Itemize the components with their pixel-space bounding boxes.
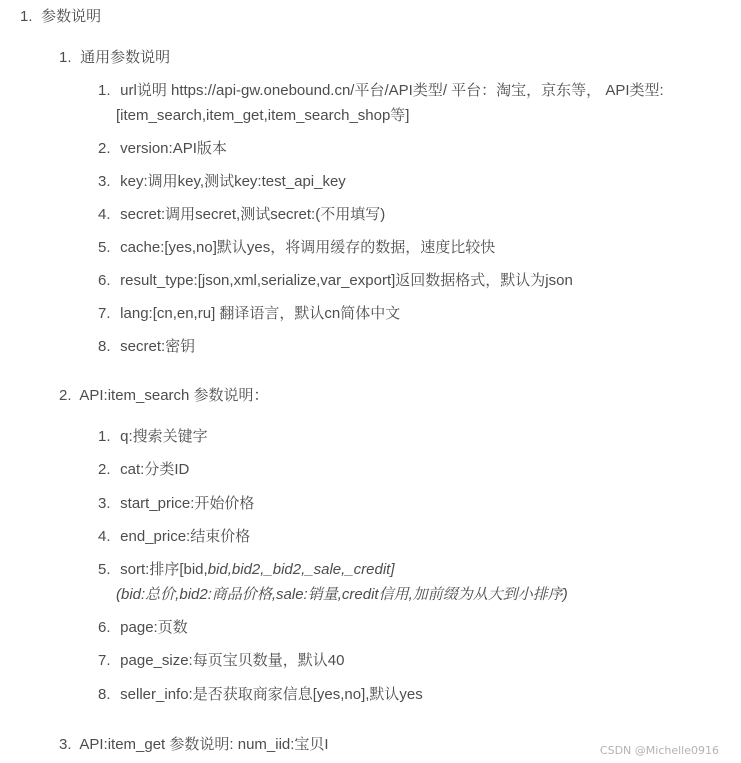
item-number: 3. [98,173,111,190]
group-title: API:item_get 参数说明: num_iid:宝贝I [79,736,329,753]
list-item-lang [98,304,400,324]
list-item-url-continuation: [item_search,item_get,item_search_shop等] [116,107,410,124]
list-item-sort [98,560,395,580]
section-heading [20,7,101,27]
item-number: 1. [98,82,111,99]
item-text: cache:[yes,no]默认yes，将调用缓存的数据，速度比较快 [120,239,496,256]
item-text: lang:[cn,en,ru] 翻译语言，默认cn简体中文 [120,305,401,322]
list-item-end-price [98,527,250,547]
item-text: cat:分类ID [120,461,190,478]
list-item-result-type [98,271,573,291]
item-text: secret:调用secret,测试secret:(不用填写) [120,206,386,223]
group-title: 通用参数说明 [80,49,171,66]
item-number: 4. [98,528,111,545]
item-number: 2. [98,140,111,157]
group-number: 3. [59,736,72,753]
item-text: end_price:结束价格 [120,528,251,545]
item-text: q:搜索关键字 [120,428,208,445]
list-item-url [98,81,664,101]
group-title: API:item_search 参数说明： [79,387,269,404]
item-number: 7. [98,652,111,669]
list-item-cat [98,460,189,480]
group-heading-item-get [59,735,329,755]
item-text: result_type:[json,xml,serialize,var_export]返回数据格式，默认为json [120,272,573,289]
item-number: 3. [98,495,111,512]
list-item-key [98,172,346,192]
list-item-secret-key [98,337,195,357]
group-heading-item-search [59,386,269,406]
section-number: 1. [20,8,33,25]
list-item-cache [98,238,495,258]
item-text: key:调用key,测试key:test_api_key [120,173,346,190]
item-text: version:API版本 [120,140,227,157]
list-item-page [98,618,188,638]
list-item-secret [98,205,385,225]
item-text: start_price:开始价格 [120,495,255,512]
item-number: 2. [98,461,111,478]
group-number: 2. [59,387,72,404]
item-text-italic: bid,bid2,_bid2,_sale,_credit] [207,561,395,578]
list-item-seller-info [98,685,423,705]
item-text: seller_info:是否获取商家信息[yes,no],默认yes [120,686,423,703]
item-text: url说明 https://api-gw.onebound.cn/平台/API类型/ 平台：淘宝，京东等， API类型: [120,82,664,99]
item-number: 8. [98,338,111,355]
item-number: 6. [98,272,111,289]
list-item-version [98,139,227,159]
item-text: sort:排序[bid, [120,561,208,578]
item-number: 8. [98,686,111,703]
list-item-sort-continuation: (bid:总价,bid2:商品价格,sale:销量,credit信用,加前缀为从大到小排序) [116,586,568,603]
list-item-start-price [98,494,254,514]
group-heading-general [59,48,170,68]
item-number: 5. [98,561,111,578]
list-item-page-size [98,651,344,671]
item-text: page_size:每页宝贝数量，默认40 [120,652,345,669]
item-text: page:页数 [120,619,188,636]
section-title: 参数说明 [41,8,102,25]
item-number: 1. [98,428,111,445]
item-number: 4. [98,206,111,223]
list-item-q [98,427,208,447]
item-number: 5. [98,239,111,256]
group-number: 1. [59,49,72,66]
item-number: 7. [98,305,111,322]
watermark: CSDN @Michelle0916 [599,744,719,757]
item-text: secret:密钥 [120,338,196,355]
item-number: 6. [98,619,111,636]
